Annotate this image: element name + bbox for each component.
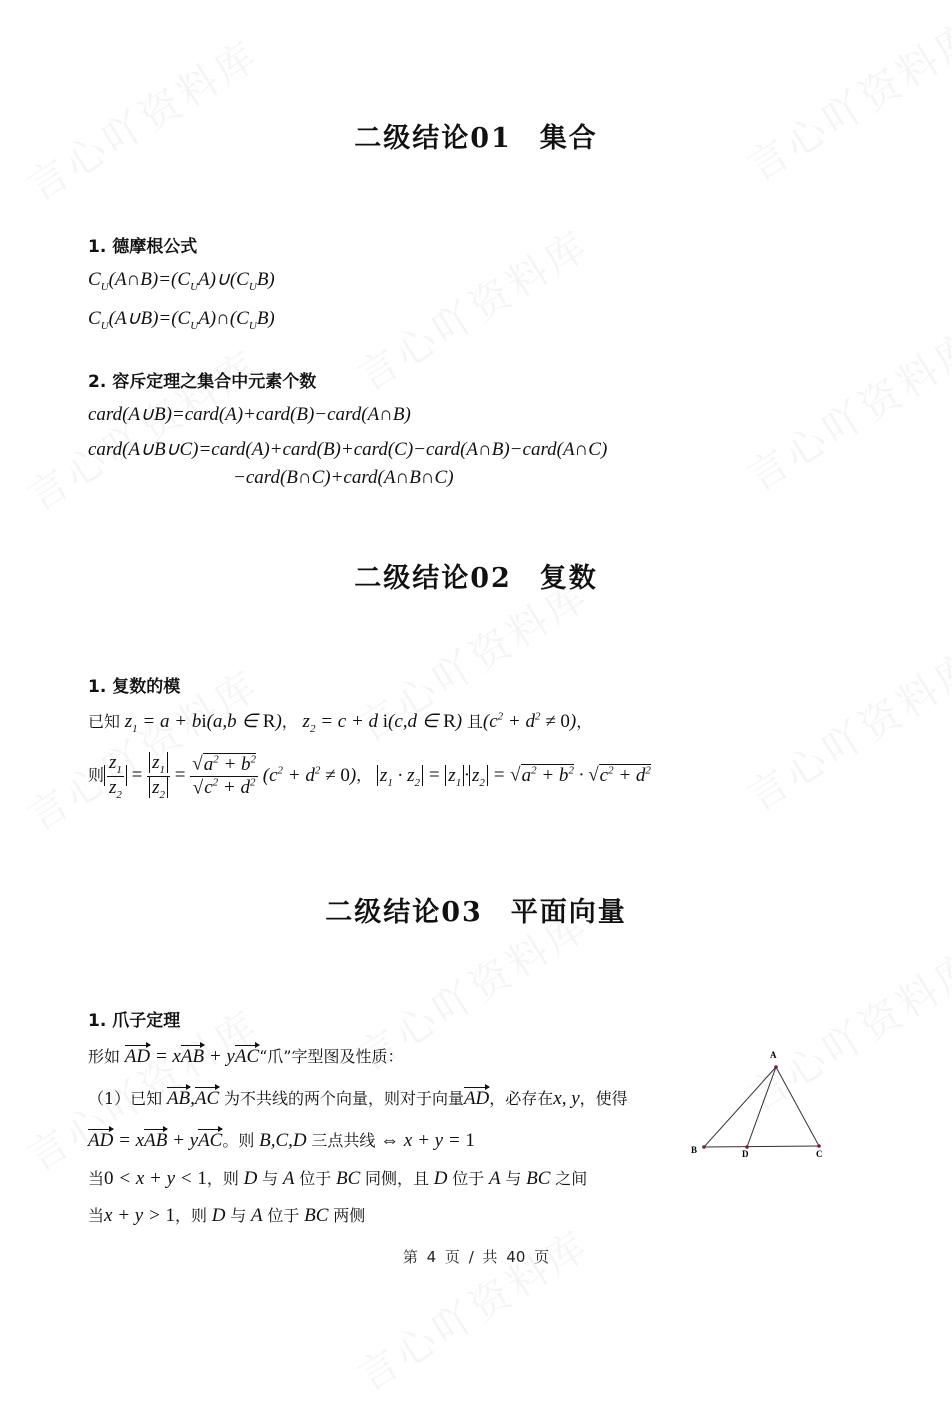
claw-theorem-line-1: 形如 AD = xAB + yAC“爪”字型图及性质：	[88, 1046, 404, 1067]
point-label-c: C	[816, 1149, 823, 1159]
section-title-02: 二级结论02 复数	[354, 563, 598, 594]
point-label-d: D	[742, 1149, 749, 1159]
formula-inclusion-exclusion-1: card(A∪B)=card(A)+card(B)−card(A∩B)	[88, 404, 411, 425]
formula-demorgan-1: $C_U(A\cap B)=(C_UA)\cup(C_UB)$	[88, 269, 275, 293]
point-label-a: A	[770, 1050, 777, 1060]
claw-theorem-line-5: 当x + y > 1，则 D 与 A 位于 BC 两侧	[88, 1205, 366, 1226]
claw-theorem-line-2: （1）已知 AB,AC 为不共线的两个向量，则对于向量AD，必存在x, y，使得	[88, 1088, 628, 1109]
subsection-heading: 1. 复数的模	[88, 677, 181, 697]
complex-modulus-formula: 则 $\frac{z_1}{z_2}$ = $\frac{z_1}{z_2}$ = $\frac{√a^2 + b^2}{√c^2 + d^2}$ $(c^2 + d^2 \ne 0)$， $z_1 \cdot z_2 = z_1 \cdot z_2 = √a^2 + b^2 \cdot √c^2 + d^2$	[88, 752, 651, 801]
subsection-heading: 1. 爪子定理	[88, 1011, 181, 1031]
formula-inclusion-exclusion-3: −card(B∩C)+card(A∩B∩C)	[233, 467, 454, 488]
page-footer: 第 4 页 / 共 40 页	[402, 1248, 550, 1266]
section-title-01: 二级结论01 集合	[354, 123, 598, 154]
claw-theorem-line-3: AD = xAB + yAC。则 B,C,D 三点共线 ⇔ x + y = 1	[88, 1130, 475, 1151]
claw-theorem-line-4: 当0 < x + y < 1，则 D 与 A 位于 BC 同侧，且 D 位于 A 与 BC 之间	[88, 1168, 588, 1189]
point-label-b: B	[691, 1145, 698, 1155]
formula-demorgan-2: $C_U(A\cup B)=(C_UA)\cap(C_UB)$	[88, 308, 275, 332]
formula-inclusion-exclusion-2: card(A∪B∪C)=card(A)+card(B)+card(C)−card(A∩B)−card(A∩C)	[88, 439, 608, 460]
claw-triangle-diagram	[688, 1045, 848, 1165]
section-title-03: 二级结论03 平面向量	[325, 897, 627, 928]
subsection-heading: 1. 德摩根公式	[88, 237, 198, 257]
subsection-heading: 2. 容斥定理之集合中元素个数	[88, 372, 317, 392]
complex-given-line: 已知 $z_1 = a + bi(a,b$ ∈ R)， $z_2 = c + d$ i(c,d ∈ R) 且$(c^2 + d^2 \ne 0)$，	[88, 710, 593, 735]
